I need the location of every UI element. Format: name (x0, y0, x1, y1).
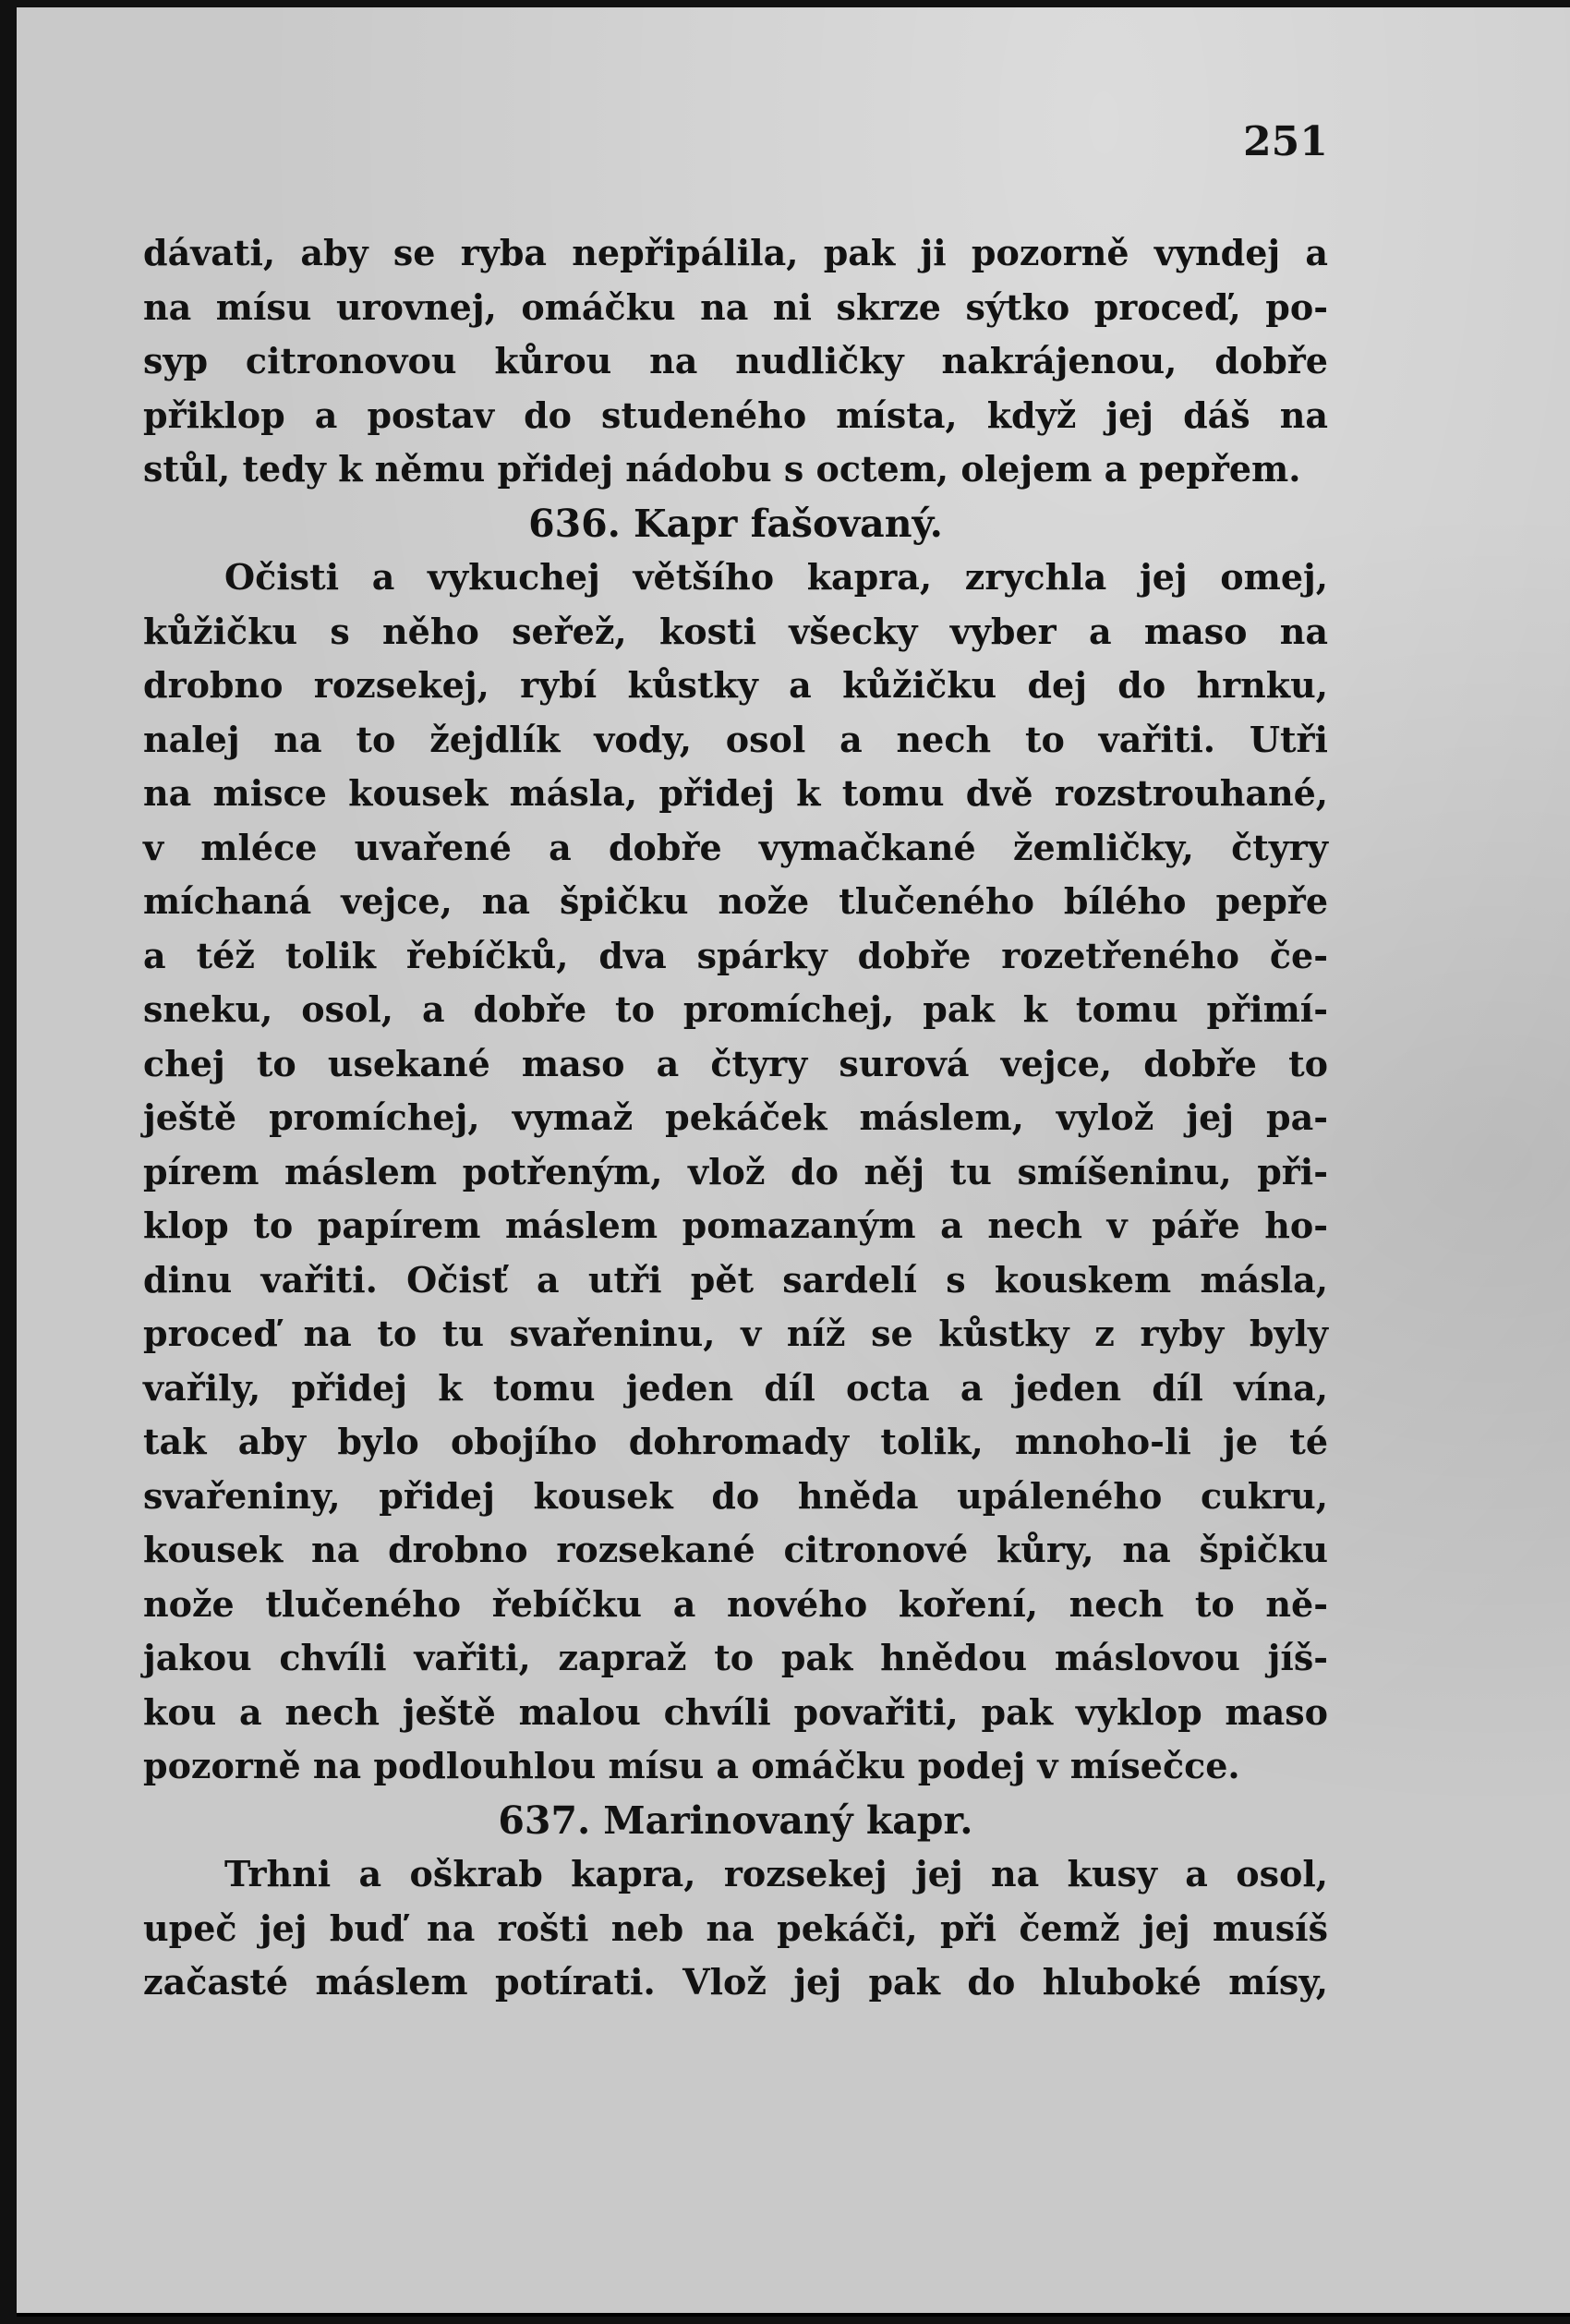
text-line: chej to usekané maso a čtyry surová vejce, dobře to (143, 1042, 1328, 1084)
text-line: stůl, tedy k němu přidej nádobu s octem, olejem a pepřem. (143, 448, 1301, 490)
text-line: jakou chvíli vařiti, zapraž to pak hnědou máslovou jíš- (143, 1637, 1328, 1678)
text-line: kou a nech ještě malou chvíli povařiti, pak vyklop maso (143, 1690, 1328, 1733)
scan-border-top (0, 0, 1570, 7)
scan-border-bottom (0, 2317, 1570, 2324)
text-line: sneku, osol, a dobře to promíchej, pak k tomu přimí- (143, 988, 1328, 1030)
text-line: nože tlučeného řebíčku a nového koření, nech to ně- (143, 1582, 1328, 1625)
text-line: pozorně na podlouhlou mísu a omáčku podej v mísečce. (143, 1745, 1240, 1786)
recipe-heading (143, 1794, 1328, 1848)
text-line: tak aby bylo obojího dohromady tolik, mnoho-li je té (143, 1421, 1328, 1462)
text-line: pírem máslem potřeným, vlož do něj tu smíšeninu, při- (143, 1150, 1328, 1192)
text-line: syp citronovou kůrou na nudličky nakrájenou, dobře (143, 340, 1328, 381)
page-number: 251 (1243, 118, 1328, 165)
text-line: ještě promíchej, vymaž pekáček máslem, vylož jej pa- (143, 1096, 1328, 1138)
text-line: klop to papírem máslem pomazaným a nech v páře ho- (143, 1204, 1328, 1246)
scan-border-left (0, 0, 17, 2324)
text-line: v mléce uvařené a dobře vymačkané žemličky, čtyry (143, 826, 1328, 868)
text-line: Trhni a oškrab kapra, rozsekej jej na kusy a osol, (224, 1853, 1328, 1894)
text-line: kůžičku s něho seřež, kosti všecky vyber a maso na (143, 610, 1328, 652)
text-line: a též tolik řebíčků, dva spárky dobře rozetřeného če- (143, 934, 1328, 976)
text-line: svařeniny, přidej kousek do hněda upáleného cukru, (143, 1474, 1328, 1517)
recipe-heading (143, 497, 1328, 551)
page-text (143, 226, 1328, 2010)
recipe-number: 637. (498, 1797, 591, 1843)
text-line: Očisti a vykuchej většího kapra, zrychla jej omej, (224, 556, 1328, 598)
text-line: přiklop a postav do studeného místa, když jej dáš na (143, 393, 1328, 436)
text-line: kousek na drobno rozsekané citronové kůry, na špičku (143, 1529, 1328, 1570)
text-line: míchaná vejce, na špičku nože tlučeného bílého pepře (143, 880, 1328, 922)
text-line: na misce kousek másla, přidej k tomu dvě rozstrouhané, (143, 772, 1328, 814)
text-line: na mísu urovnej, omáčku na ni skrze sýtko proceď, po- (143, 285, 1328, 328)
text-line: dinu vařiti. Očisť a utři pět sardelí s kouskem másla, (143, 1258, 1328, 1301)
text-line: proceď na to tu svařeninu, v níž se kůstky z ryby byly (143, 1313, 1328, 1354)
text-line: nalej na to žejdlík vody, osol a nech to vařiti. Utři (143, 718, 1328, 760)
recipe-title: Kapr fašovaný. (633, 501, 943, 546)
text-line: vařily, přidej k tomu jeden díl octa a jeden díl vína, (143, 1366, 1328, 1409)
text-line: drobno rozsekej, rybí kůstky a kůžičku dej do hrnku, (143, 664, 1328, 706)
recipe-title: Marinovaný kapr. (603, 1797, 973, 1843)
text-line: dávati, aby se ryba nepřipálila, pak ji pozorně vyndej a (143, 232, 1328, 273)
recipe-number: 636. (528, 501, 621, 546)
text-line: upeč jej buď na rošti neb na pekáči, při čemž jej musíš (143, 1906, 1328, 1949)
text-line: začasté máslem potírati. Vlož jej pak do hluboké mísy, (143, 1961, 1328, 2003)
